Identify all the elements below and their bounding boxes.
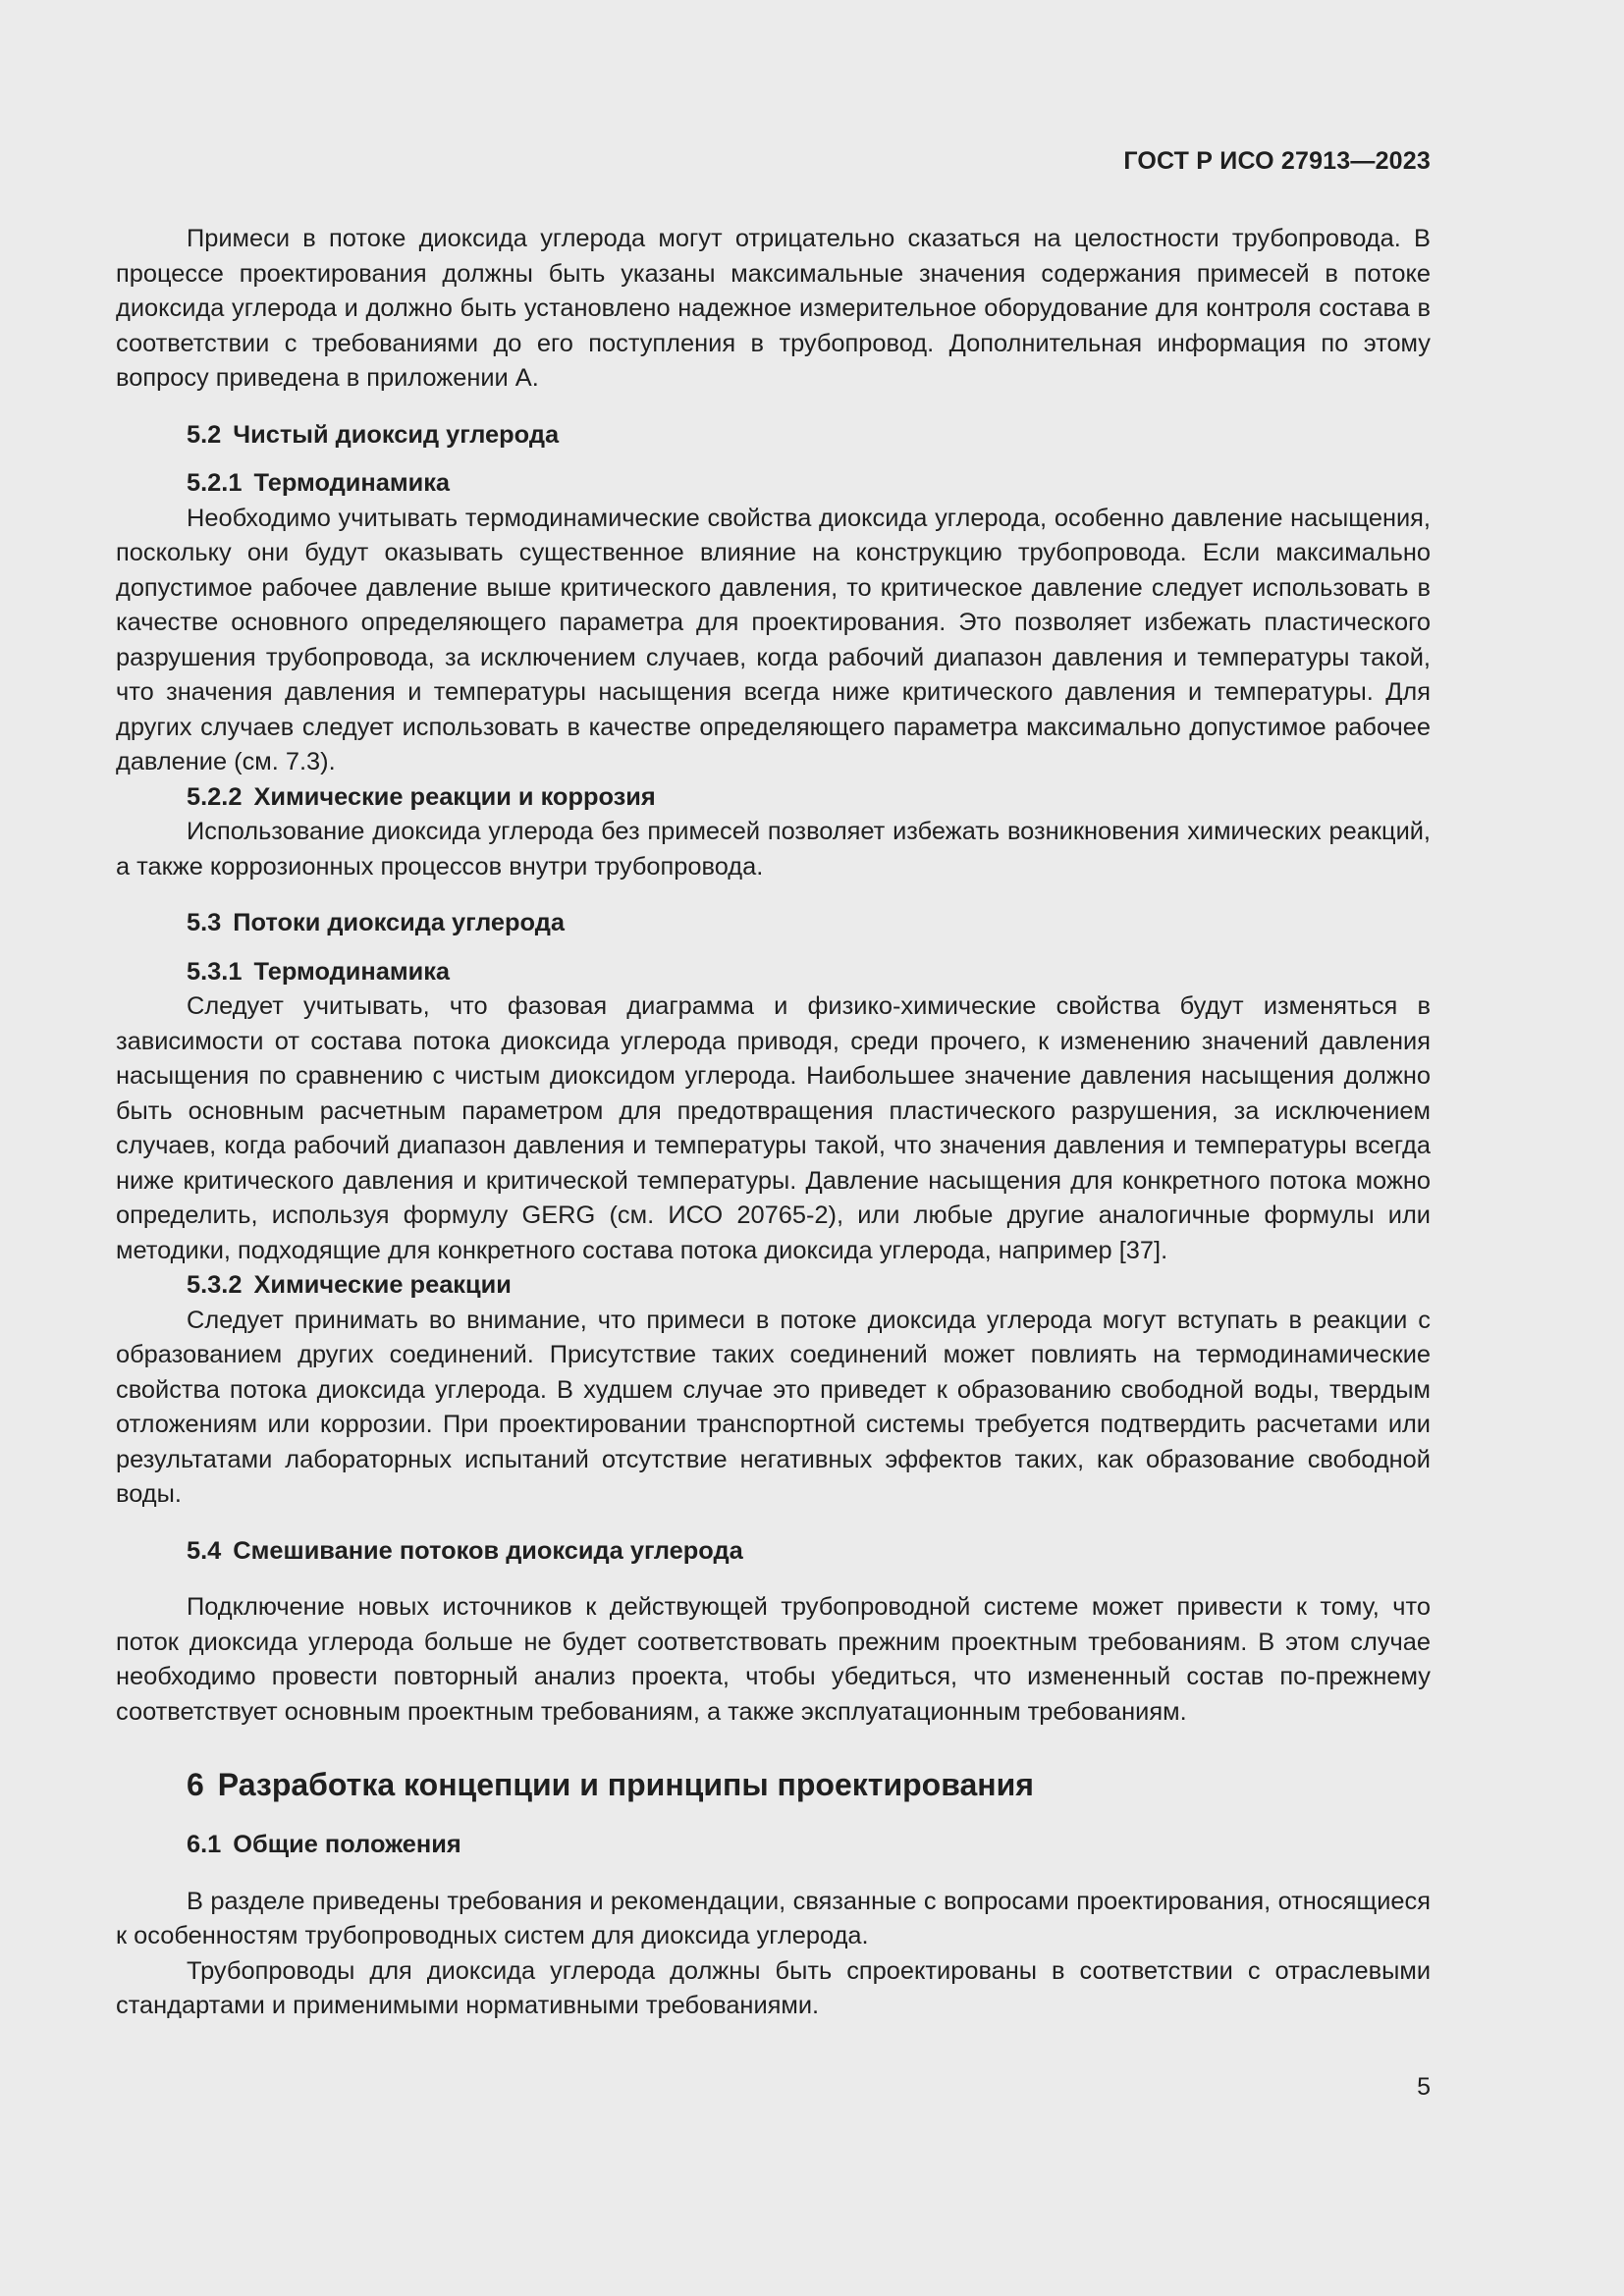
section-number: 6.1: [187, 1831, 222, 1858]
section-number: 5.2.2: [187, 782, 243, 811]
section-6-1-text-1: В разделе приведены требования и рекомендации, связанные с вопросами проектирования, относящиеся к особенностям трубопроводных систем для диоксида углерода.: [116, 1887, 1431, 1949]
section-5-3-2-heading: [116, 1268, 1431, 1304]
document-body: [116, 222, 1431, 2024]
section-number: 5.4: [187, 1536, 222, 1565]
section-5-3-heading: [116, 906, 1431, 941]
section-6-1-heading: [116, 1828, 1431, 1863]
page-number: 5: [1417, 2073, 1431, 2101]
section-5-4-text: Подключение новых источников к действующей трубопроводной системе может привести к тому, что поток диоксида углерода больше не будет соответствовать прежним проектным требованиям. В этом случае необходимо провести повторный анализ проекта, чтобы убедиться, что измененный состав по-прежнему соответствует основным проектным требованиям, а также эксплуатационным требованиям.: [116, 1593, 1431, 1726]
section-5-3-1-heading: [116, 955, 1431, 990]
section-5-2-2-text: Использование диоксида углерода без примесей позволяет избежать возникновения химических реакций, а также коррозионных процессов внутри трубопровода.: [116, 818, 1431, 881]
section-title: Потоки диоксида углерода: [233, 909, 565, 936]
section-number: 6: [187, 1767, 204, 1802]
section-6-heading: [116, 1763, 1431, 1806]
intro-paragraph: Примеси в потоке диоксида углерода могут отрицательно сказаться на целостности трубопровода. В процессе проектирования должны быть указаны максимальные значения содержания примесей в потоке диоксида углерода и должно быть установлено надежное измерительное оборудование для контроля состава в соответствии с требованиями до его поступления в трубопровод. Дополнительная информация по этому вопросу приведена в приложении А.: [116, 225, 1431, 392]
section-number: 5.3.1: [187, 957, 243, 986]
section-5-4-heading: [116, 1534, 1431, 1570]
section-5-2-1-text: Необходимо учитывать термодинамические свойства диоксида углерода, особенно давление насыщения, поскольку они будут оказывать существенное влияние на конструкцию трубопровода. Если максимально допустимое рабочее давление выше критического давления, то критическое давление следует использовать в качестве основного определяющего параметра для проектирования. Это позволяет избежать пластического разрушения трубопровода, за исключением случаев, когда рабочий диапазон давления и температуры такой, что значения давления и температуры насыщения всегда ниже критического давления и температуры. Для других случаев следует использовать в качестве определяющего параметра максимально допустимое рабочее давление (см. 7.3).: [116, 504, 1431, 775]
section-6-1-text-2: Трубопроводы для диоксида углерода должны быть спроектированы в соответствии с отраслевыми стандартами и применимыми нормативными требованиями.: [116, 1956, 1431, 2019]
section-title: Химические реакции и коррозия: [253, 782, 656, 811]
section-5-2-heading: [116, 418, 1431, 454]
section-5-2-1-heading: [116, 466, 1431, 502]
section-title: Химические реакции: [253, 1271, 512, 1299]
section-5-3-2-text: Следует принимать во внимание, что примеси в потоке диоксида углерода могут вступать в реакции с образованием других соединений. Присутствие таких соединений может повлиять на термодинамические свойства потока диоксида углерода. В худшем случае это приведет к образованию свободной воды, твердым отложениям или коррозии. При проектировании транспортной системы требуется подтвердить расчетами или результатами лабораторных испытаний отсутствие негативных эффектов таких, как образование свободной воды.: [116, 1306, 1431, 1508]
section-number: 5.2.1: [187, 469, 243, 497]
section-5-2-2-heading: [116, 780, 1431, 816]
section-title: Термодинамика: [253, 469, 451, 497]
section-title: Термодинамика: [253, 957, 451, 986]
section-number: 5.3: [187, 909, 222, 936]
section-number: 5.3.2: [187, 1271, 243, 1299]
section-title: Смешивание потоков диоксида углерода: [233, 1536, 743, 1565]
section-number: 5.2: [187, 420, 222, 449]
section-title: Чистый диоксид углерода: [233, 420, 560, 449]
document-header-id: ГОСТ Р ИСО 27913—2023: [1123, 147, 1431, 175]
section-title: Общие положения: [233, 1831, 461, 1858]
section-5-3-1-text: Следует учитывать, что фазовая диаграмма и физико-химические свойства будут изменяться в зависимости от состава потока диоксида углерода приводя, среди прочего, к изменению значений давления насыщения по сравнению с чистым диоксидом углерода. Наибольшее значение давления насыщения должно быть основным расчетным параметром для предотвращения пластического разрушения, за исключением случаев, когда рабочий диапазон давления и температуры такой, что значения давления и температуры всегда ниже критического давления и критической температуры. Давление насыщения для конкретного потока можно определить, используя формулу GERG (см. ИСО 20765-2), или любые другие аналогичные формулы или методики, подходящие для конкретного состава потока диоксида углерода, например [37].: [116, 992, 1431, 1264]
section-title: Разработка концепции и принципы проектирования: [217, 1767, 1034, 1802]
